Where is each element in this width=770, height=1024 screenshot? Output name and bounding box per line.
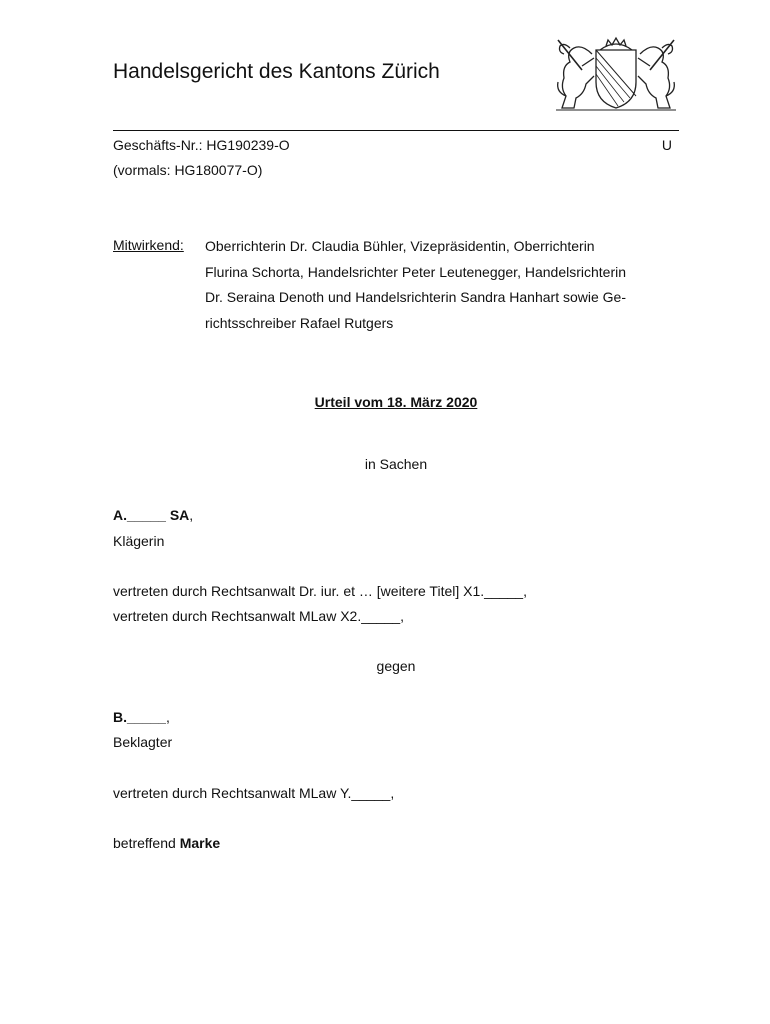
participants-line: richtsschreiber Rafael Rutgers xyxy=(205,314,394,331)
defendant-name-suffix: , xyxy=(165,709,170,725)
in-matter-label: in Sachen xyxy=(364,456,428,472)
versus-label: gegen xyxy=(376,658,416,674)
judgment-title: Urteil vom 18. März 2020 xyxy=(314,394,478,410)
header-rule xyxy=(113,130,679,131)
participants-line: Flurina Schorta, Handelsrichter Peter Leutenegger, Handelsrichterin xyxy=(205,263,627,280)
plaintiff-name-suffix: , xyxy=(189,507,194,523)
participants-label: Mitwirkend: xyxy=(113,237,184,253)
case-number: Geschäfts-Nr.: HG190239-O xyxy=(113,137,290,153)
plaintiff-representative: vertreten durch Rechtsanwalt MLaw X2._____, xyxy=(113,608,405,624)
defendant-name xyxy=(113,709,170,725)
subject-bold: Marke xyxy=(179,835,221,851)
court-title: Handelsgericht des Kantons Zürich xyxy=(113,60,440,83)
zurich-coat-of-arms-icon xyxy=(552,36,680,112)
subject-prefix: betreffend xyxy=(113,835,180,851)
participants-line: Dr. Seraina Denoth und Handelsrichterin Sandra Hanhart sowie Ge- xyxy=(205,289,627,305)
plaintiff-representative: vertreten durch Rechtsanwalt Dr. iur. et … [weitere Titel] X1._____, xyxy=(113,583,527,599)
defendant-representative: vertreten durch Rechtsanwalt MLaw Y._____, xyxy=(113,785,395,801)
previous-case-number: (vormals: HG180077-O) xyxy=(113,162,263,178)
participants-list xyxy=(205,234,675,336)
participants-line: Oberrichterin Dr. Claudia Bühler, Vizepräsidentin, Oberrichterin xyxy=(205,238,595,254)
defendant-role: Beklagter xyxy=(113,734,173,750)
defendant-name-bold: B._____ xyxy=(113,709,166,725)
subject-line xyxy=(113,835,220,851)
case-marker: U xyxy=(661,137,672,153)
plaintiff-name-bold: A._____ SA xyxy=(113,507,190,523)
plaintiff-name xyxy=(113,507,193,523)
plaintiff-role: Klägerin xyxy=(113,533,165,549)
